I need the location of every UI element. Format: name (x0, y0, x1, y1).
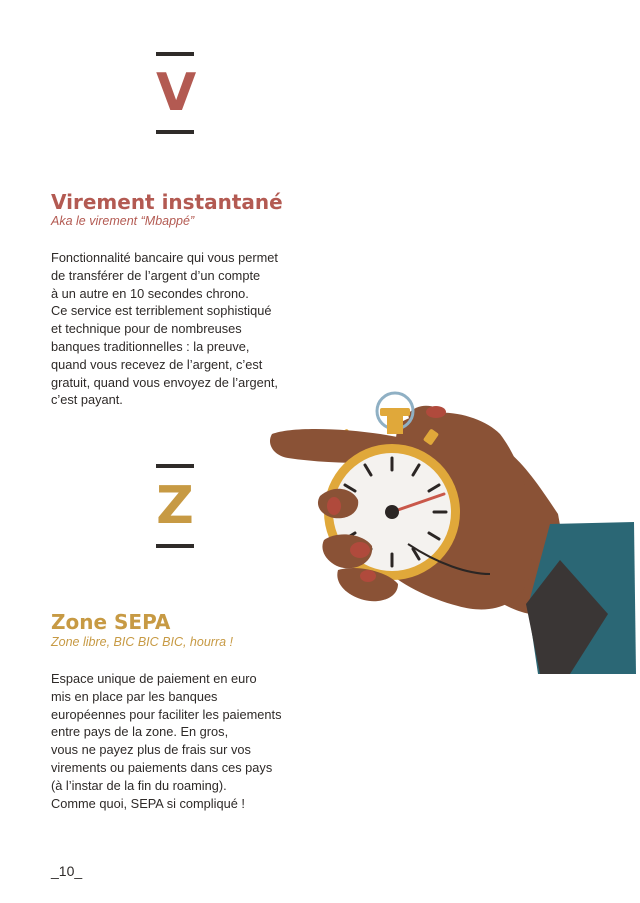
sepa-description (51, 670, 281, 812)
watch-center (385, 505, 399, 519)
virement-line: banques traditionnelles : la preuve, (51, 338, 250, 354)
letter-z-block (156, 464, 206, 550)
virement-line: quand vous recevez de l’argent, c’est (51, 356, 263, 372)
virement-title: Virement instantané (51, 190, 283, 214)
letter-z-bottom-bar (156, 544, 194, 548)
sepa-line: (à l’instar de la fin du roaming). (51, 777, 227, 793)
thumbnail-shape (426, 406, 446, 418)
sepa-line: mis en place par les banques (51, 688, 218, 704)
sepa-line: Espace unique de paiement en euro (51, 671, 257, 686)
sepa-subtitle: Zone libre, BIC BIC BIC, hourra ! (51, 635, 234, 649)
fingernail-1 (327, 497, 341, 515)
virement-subtitle: Aka le virement “Mbappé” (51, 214, 195, 228)
virement-line: gratuit, quand vous envoyez de l’argent, (51, 374, 278, 390)
fingernail-2 (350, 542, 370, 558)
letter-v-top-bar (156, 52, 194, 56)
virement-line: et technique pour de nombreuses (51, 321, 242, 337)
virement-line: Ce service est terriblement sophistiqué (51, 303, 272, 319)
sepa-line: vous ne payez plus de frais sur vos (51, 742, 251, 758)
sepa-line: virements ou paiements dans ces pays (51, 759, 273, 775)
letter-v-block (156, 52, 206, 138)
sepa-line: européennes pour faciliter les paiements (51, 706, 282, 722)
sepa-line: Comme quoi, SEPA si compliqué ! (51, 795, 245, 811)
virement-line: à un autre en 10 secondes chrono. (51, 285, 249, 301)
stopwatch-hand-icon (268, 384, 638, 674)
virement-description (51, 249, 278, 409)
letter-v: V (156, 63, 197, 123)
fingernail-3 (360, 570, 376, 582)
page-number: _10_ (51, 863, 83, 879)
sepa-title: Zone SEPA (51, 610, 171, 634)
sepa-line: entre pays de la zone. En gros, (51, 724, 229, 740)
virement-line: c’est payant. (51, 392, 123, 408)
letter-z-top-bar (156, 464, 194, 468)
letter-v-bottom-bar (156, 130, 194, 134)
virement-line: Fonctionnalité bancaire qui vous permet (51, 250, 278, 265)
crown-cap (380, 408, 410, 416)
letter-z: Z (156, 476, 194, 536)
virement-line: de transférer de l’argent d’un compte (51, 267, 261, 283)
